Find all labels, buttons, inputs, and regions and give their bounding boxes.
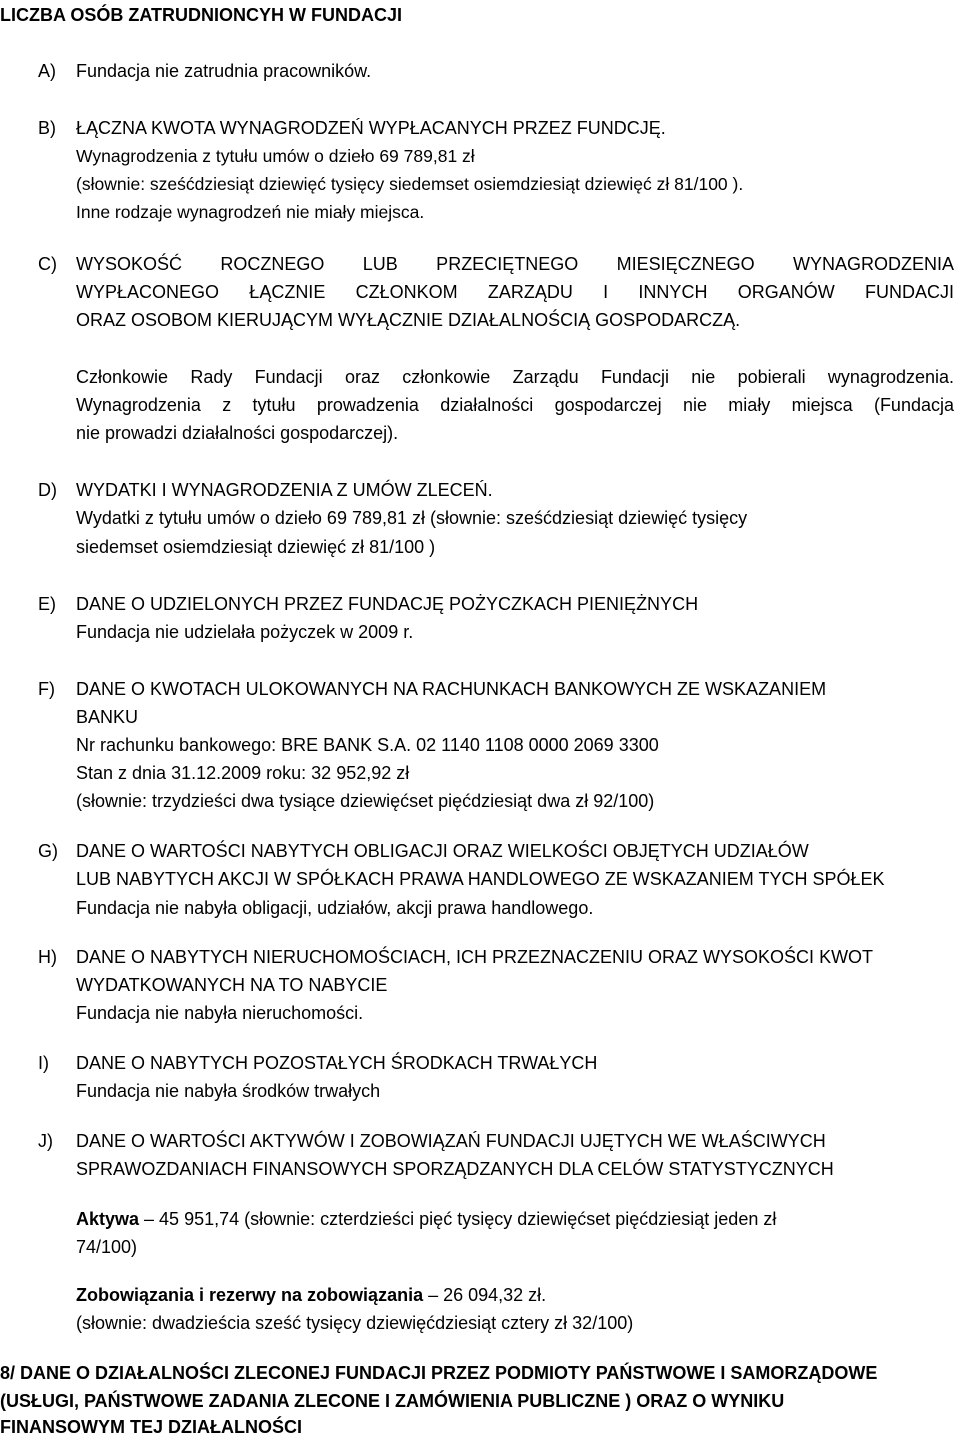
item-c-title: ORAZ OSOBOM KIERUJĄCYM WYŁĄCZNIE DZIAŁALNOŚCIĄ GOSPODARCZĄ. xyxy=(76,310,741,330)
item-c-title: WYPŁACONEGO ŁĄCZNIE CZŁONKOM ZARZĄDU I INNYCH ORGANÓW FUNDACJI xyxy=(76,282,954,302)
item-b-line: Inne rodzaje wynagrodzeń nie miały miejsca. xyxy=(76,202,425,222)
item-d-line: Wydatki z tytułu umów o dzieło 69 789,81 zł (słownie: sześćdziesiąt dziewięć tysięcy xyxy=(76,508,748,528)
item-e-line: Fundacja nie udzielała pożyczek w 2009 r. xyxy=(76,622,414,642)
section-8-heading: FINANSOWYM TEJ DZIAŁALNOŚCI xyxy=(0,1417,302,1437)
item-g-letter: G) xyxy=(38,841,58,861)
item-a-letter: A) xyxy=(38,61,56,81)
section-8-heading: (USŁUGI, PAŃSTWOWE ZADANIA ZLECONE I ZAMÓWIENIA PUBLICZNE ) ORAZ O WYNIKU xyxy=(0,1391,785,1411)
zobowiazania-words: (słownie: dwadzieścia sześć tysięcy dziewięćdziesiąt cztery zł 32/100) xyxy=(76,1313,634,1333)
item-e-title: DANE O UDZIELONYCH PRZEZ FUNDACJĘ POŻYCZKACH PIENIĘŻNYCH xyxy=(76,594,699,614)
item-g-title: DANE O WARTOŚCI NABYTYCH OBLIGACJI ORAZ WIELKOŚCI OBJĘTYCH UDZIAŁÓW xyxy=(76,841,809,861)
item-d-title: WYDATKI I WYNAGRODZENIA Z UMÓW ZLECEŃ. xyxy=(76,480,493,500)
page-heading: LICZBA OSÓB ZATRUDNIONCYH W FUNDACJI xyxy=(0,5,402,25)
item-h-title: WYDATKOWANYCH NA TO NABYCIE xyxy=(76,975,388,995)
item-f-letter: F) xyxy=(38,679,55,699)
zobowiazania-value: – 26 094,32 zł. xyxy=(423,1285,547,1305)
item-f-line: (słownie: trzydzieści dwa tysiące dziewięćset pięćdziesiąt dwa zł 92/100) xyxy=(76,791,655,811)
item-f-line: Nr rachunku bankowego: BRE BANK S.A. 02 1140 1108 0000 2069 3300 xyxy=(76,735,659,755)
item-i-letter: I) xyxy=(38,1053,49,1073)
item-c-body: nie prowadzi działalności gospodarczej). xyxy=(76,423,399,443)
zobowiazania-label: Zobowiązania i rezerwy na zobowiązania xyxy=(76,1285,424,1305)
aktywa-continuation: 74/100) xyxy=(76,1237,138,1257)
item-j-title: DANE O WARTOŚCI AKTYWÓW I ZOBOWIĄZAŃ FUNDACJI UJĘTYCH WE WŁAŚCIWYCH xyxy=(76,1131,826,1151)
item-j-letter: J) xyxy=(38,1131,53,1151)
item-g-line: Fundacja nie nabyła obligacji, udziałów, akcji prawa handlowego. xyxy=(76,898,594,918)
item-b-line: (słownie: sześćdziesiąt dziewięć tysięcy siedemset osiemdziesiąt dziewięć zł 81/100 ). xyxy=(76,174,744,194)
item-f-title: BANKU xyxy=(76,707,139,727)
item-c-letter: C) xyxy=(38,254,57,274)
item-d-line: siedemset osiemdziesiąt dziewięć zł 81/100 ) xyxy=(76,537,436,557)
item-h-title: DANE O NABYTYCH NIERUCHOMOŚCIACH, ICH PRZEZNACZENIU ORAZ WYSOKOŚCI KWOT xyxy=(76,947,874,967)
item-j-title: SPRAWOZDANIACH FINANSOWYCH SPORZĄDZANYCH DLA CELÓW STATYSTYCZNYCH xyxy=(76,1159,834,1179)
item-a-text: Fundacja nie zatrudnia pracowników. xyxy=(76,61,372,81)
zobowiazania-line xyxy=(76,1284,546,1306)
item-f-line: Stan z dnia 31.12.2009 roku: 32 952,92 zł xyxy=(76,763,410,783)
item-f-title: DANE O KWOTACH ULOKOWANYCH NA RACHUNKACH BANKOWYCH ZE WSKAZANIEM xyxy=(76,679,827,699)
aktywa-line xyxy=(76,1208,776,1230)
item-h-letter: H) xyxy=(38,947,57,967)
item-c-body: Członkowie Rady Fundacji oraz członkowie Zarządu Fundacji nie pobierali wynagrodzenia. xyxy=(76,367,954,387)
item-c-title: WYSOKOŚĆ ROCZNEGO LUB PRZECIĘTNEGO MIESIĘCZNEGO WYNAGRODZENIA xyxy=(76,254,954,274)
item-c-body: Wynagrodzenia z tytułu prowadzenia działalności gospodarczej nie miały miejsca (Fundacja xyxy=(76,395,954,415)
item-b-title: ŁĄCZNA KWOTA WYNAGRODZEŃ WYPŁACANYCH PRZEZ FUNDCJĘ. xyxy=(76,118,666,138)
section-8-heading: 8/ DANE O DZIAŁALNOŚCI ZLECONEJ FUNDACJI PRZEZ PODMIOTY PAŃSTWOWE I SAMORZĄDOWE xyxy=(0,1363,878,1383)
item-e-letter: E) xyxy=(38,594,56,614)
aktywa-value: – 45 951,74 (słownie: czterdzieści pięć tysięcy dziewięćset pięćdziesiąt jeden zł xyxy=(139,1209,777,1229)
item-b-letter: B) xyxy=(38,118,56,138)
item-g-title: LUB NABYTYCH AKCJI W SPÓŁKACH PRAWA HANDLOWEGO ZE WSKAZANIEM TYCH SPÓŁEK xyxy=(76,869,885,889)
item-i-line: Fundacja nie nabyła środków trwałych xyxy=(76,1081,381,1101)
item-i-title: DANE O NABYTYCH POZOSTAŁYCH ŚRODKACH TRWAŁYCH xyxy=(76,1053,598,1073)
aktywa-label: Aktywa xyxy=(76,1209,140,1229)
item-h-line: Fundacja nie nabyła nieruchomości. xyxy=(76,1003,364,1023)
item-b-line: Wynagrodzenia z tytułu umów o dzieło 69 789,81 zł xyxy=(76,146,475,166)
item-d-letter: D) xyxy=(38,480,57,500)
